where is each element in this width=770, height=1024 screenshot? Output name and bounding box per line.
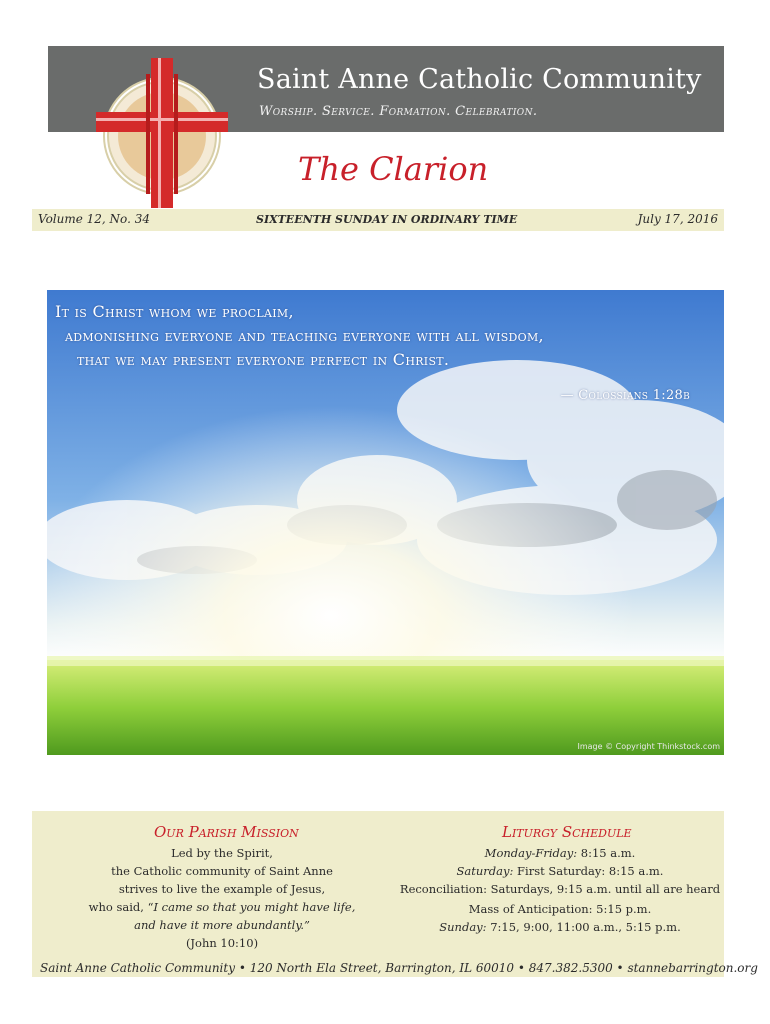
liturgy-saturday <box>457 864 664 878</box>
liturgy-reconciliation: Reconciliation: Saturdays, 9:15 a.m. until all are heard <box>399 882 721 896</box>
footer-contact: Saint Anne Catholic Community • 120 North Ela Street, Barrington, IL 60010 • 847.382.5300 • stannebarrington.org <box>40 961 758 975</box>
liturgical-sunday: SIXTEENTH SUNDAY IN ORDINARY TIME <box>256 213 518 226</box>
liturgy-weekday <box>485 846 636 860</box>
saturday-time: First Saturday: 8:15 a.m. <box>513 864 664 878</box>
mission-quote-start: I came so that you might have life, <box>153 900 356 914</box>
mission-said: who said, “ <box>88 900 154 914</box>
weekday-time: 8:15 a.m. <box>577 846 636 860</box>
info-box <box>32 811 758 977</box>
weekday-label: Monday-Friday: <box>484 846 578 860</box>
quote-citation: — Colossians 1:28b <box>560 388 690 403</box>
liturgy-title: Liturgy Schedule <box>502 823 632 841</box>
mission-line-2: the Catholic community of Saint Anne <box>111 864 333 878</box>
tagline: Worship. Service. Formation. Celebration. <box>259 104 538 119</box>
quote-line-2: admonishing everyone and teaching everyone with all wisdom, <box>65 326 544 345</box>
mission-citation: (John 10:10) <box>185 936 259 950</box>
saturday-label: Saturday: <box>456 864 514 878</box>
issue-date: July 17, 2016 <box>637 212 718 226</box>
sunday-time: 7:15, 9:00, 11:00 a.m., 5:15 p.m. <box>486 920 681 934</box>
mission-line-3: strives to live the example of Jesus, <box>118 882 326 896</box>
mission-line-4 <box>89 900 356 914</box>
hero-image <box>47 290 724 755</box>
image-credit: Image © Copyright Thinkstock.com <box>577 742 720 751</box>
liturgy-anticipation: Mass of Anticipation: 5:15 p.m. <box>468 902 652 916</box>
issue-bar <box>32 209 724 231</box>
mission-title: Our Parish Mission <box>154 823 299 841</box>
liturgy-sunday <box>439 920 680 934</box>
mission-line-5: and have it more abundantly.” <box>134 918 310 932</box>
issue-volume: Volume 12, No. 34 <box>38 212 150 226</box>
mission-line-1: Led by the Spirit, <box>171 846 273 860</box>
parish-cross-logo <box>82 54 242 214</box>
org-name: Saint Anne Catholic Community <box>257 64 702 95</box>
newsletter-title: The Clarion <box>298 150 489 188</box>
quote-line-3: that we may present everyone perfect in Christ. <box>77 350 450 369</box>
sunday-label: Sunday: <box>439 920 487 934</box>
quote-line-1: It is Christ whom we proclaim, <box>55 302 294 321</box>
